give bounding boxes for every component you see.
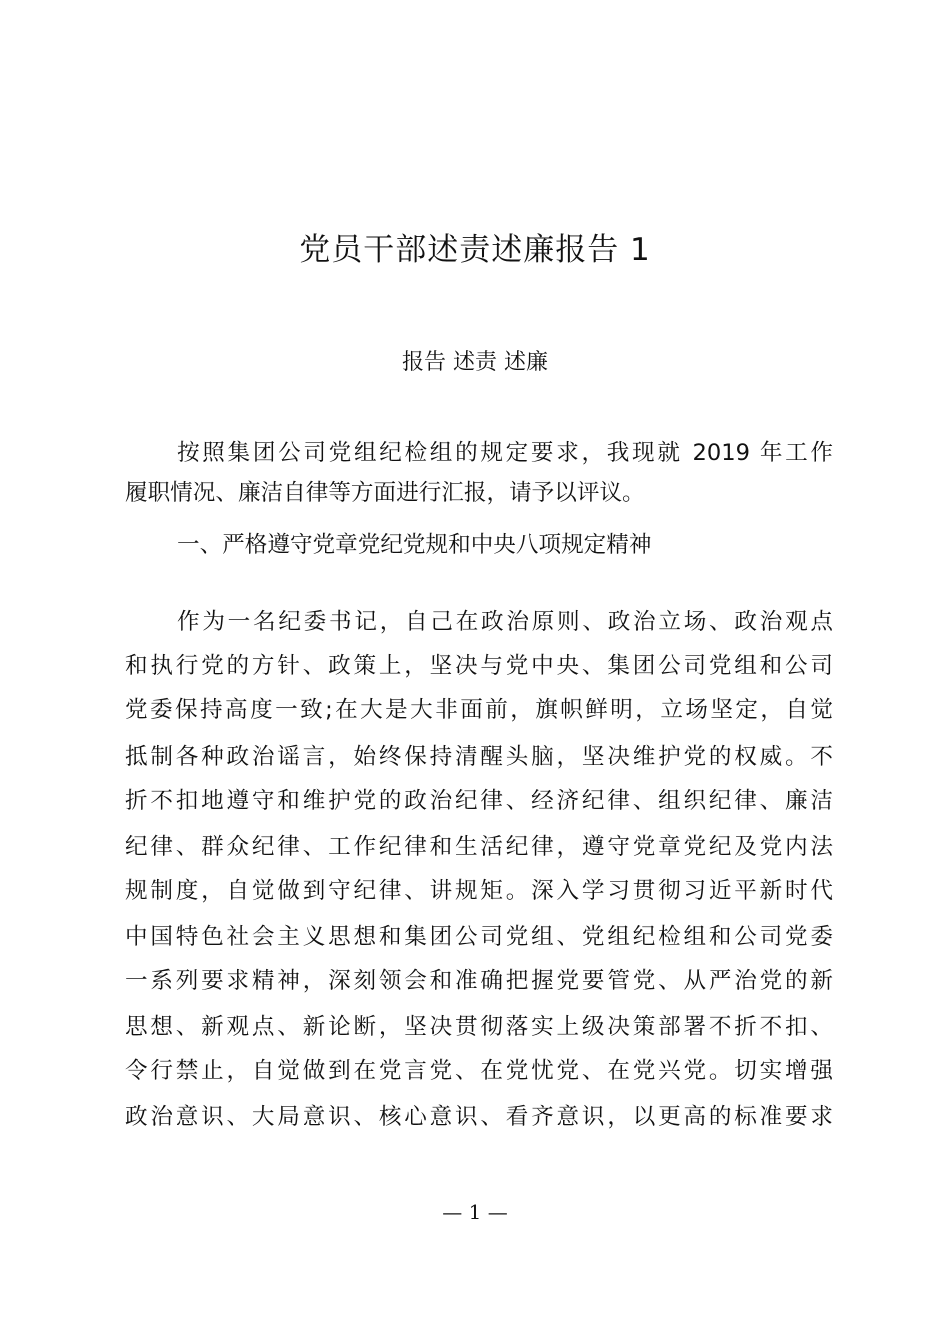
paragraph-line: 履职情况、廉洁自律等方面进行汇报，请予以评议。 [125,480,645,506]
paragraph-line: 作为一名纪委书记，自己在政治原则、政治立场、政治观点 [177,609,833,635]
paragraph-line: 令行禁止，自觉做到在党言党、在党忧党、在党兴党。切实增强 [125,1058,833,1084]
paragraph-line: 规制度，自觉做到守纪律、讲规矩。深入学习贯彻习近平新时代 [125,878,833,904]
paragraph-line: 抵制各种政治谣言，始终保持清醒头脑，坚决维护党的权威。不 [125,744,833,770]
paragraph-line: 思想、新观点、新论断，坚决贯彻落实上级决策部署不折不扣、 [125,1014,833,1040]
paragraph-line: 党委保持高度一致;在大是大非面前，旗帜鲜明，立场坚定，自觉 [125,697,833,723]
paragraph-line: 按照集团公司党组纪检组的规定要求，我现就 2019 年工作 [177,440,833,466]
paragraph-line: 纪律、群众纪律、工作纪律和生活纪律，遵守党章党纪及党内法 [125,834,833,860]
paragraph-line: 政治意识、大局意识、核心意识、看齐意识，以更高的标准要求 [125,1104,833,1130]
document-title: 党员干部述责述廉报告 1 [299,232,651,268]
paragraph-line: 一系列要求精神，深刻领会和准确把握党要管党、从严治党的新 [125,968,833,994]
section-heading: 一、严格遵守党章党纪党规和中央八项规定精神 [177,532,652,558]
paragraph-line: 中国特色社会主义思想和集团公司党组、党组纪检组和公司党委 [125,924,833,950]
paragraph-line: 折不扣地遵守和维护党的政治纪律、经济纪律、组织纪律、廉洁 [125,788,833,814]
page-number: — 1 — [442,1200,508,1224]
document-keywords: 报告 述责 述廉 [402,350,548,375]
paragraph-line: 和执行党的方针、政策上，坚决与党中央、集团公司党组和公司 [125,653,833,679]
